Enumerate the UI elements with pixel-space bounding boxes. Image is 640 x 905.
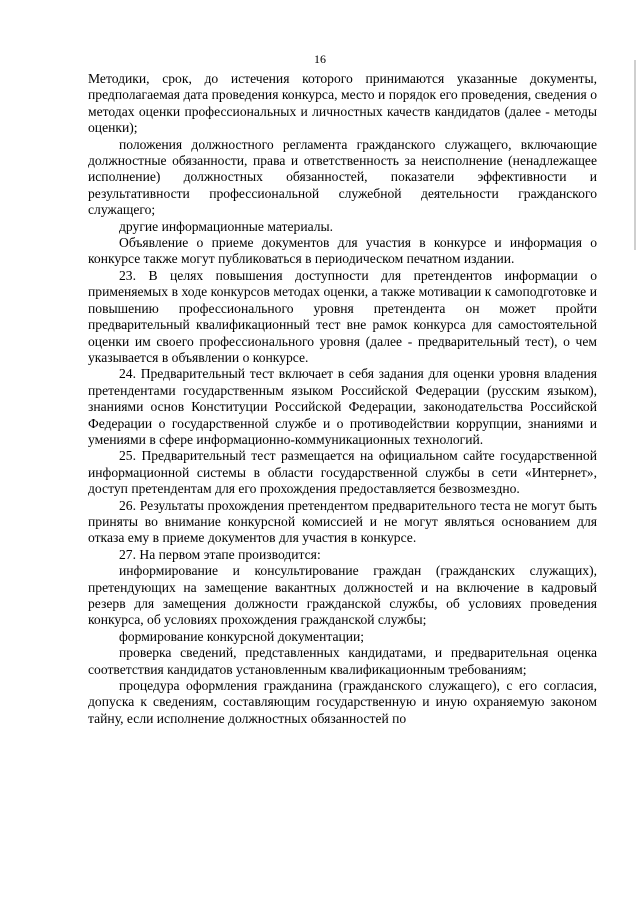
page-number: 16 [314,52,326,66]
paragraph: другие информационные материалы. [119,218,334,234]
paragraph: 27. На первом этапе производится: [119,546,321,562]
paragraph: 23. В целях повышения доступности для претендентов информации о применяемых в ходе конкурсов методах оценки, а также мотивации к самоподготовке и повышению профессионального уровня претендента он может пройти предварительный квалификационный тест вне рамок конкурса для самостоятельной оценки им своего профессионального уровня (далее - предварительный тест), о чем указывается в объявлении о конкурсе. [88,267,597,365]
body-text [88,71,597,727]
paragraph: 25. Предварительный тест размещается на официальном сайте государственной информационной системы в области государственной службы в сети «Интернет», доступ претендентам для его прохождения предоставляется безвозмездно. [88,448,597,497]
paragraph: 26. Результаты прохождения претендентом предварительного теста не могут быть приняты во внимание конкурсной комиссией и не могут являться основанием для отказа ему в приеме документов для участия в конкурсе. [88,497,597,546]
paragraph: проверка сведений, представленных кандидатами, и предварительная оценка соответствия кандидатов установленным квалификационным требованиям; [88,645,597,677]
paragraph: 24. Предварительный тест включает в себя задания для оценки уровня владения претендентами государственным языком Российской Федерации (русским языком), знаниями основ Конституции Российской Федерации, законодательства Российской Федерации о государственной службе и о противодействии коррупции, знаниями и умениями в сфере информационно-коммуникационных технологий. [88,366,597,447]
paragraph: положения должностного регламента гражданского служащего, включающие должностные обязанности, права и ответственность за неисполнение (ненадлежащее исполнение) должностных обязанностей, показатели эффективности и результативности профессиональной служебной деятельности гражданского служащего; [88,136,597,218]
scan-edge-mark [634,60,636,250]
paragraph: информирование и консультирование граждан (гражданских служащих), претендующих на замещение вакантных должностей и на включение в кадровый резерв для замещения должности гражданской службы, об условиях проведения конкурса, об условиях прохождения гражданской службы; [88,563,597,628]
paragraph: Методики, срок, до истечения которого принимаются указанные документы, предполагаемая дата проведения конкурса, место и порядок его проведения, сведения о методах оценки профессиональных и личностных качеств кандидатов (далее - методы оценки); [88,71,597,136]
paragraph: формирование конкурсной документации; [119,628,365,644]
paragraph: процедура оформления гражданина (гражданского служащего), с его согласия, допуска к сведениям, составляющим государственную и иную охраняемую законом тайну, если исполнение должностных обязанностей по [88,678,597,726]
paragraph: Объявление о приеме документов для участия в конкурсе и информация о конкурсе также могут публиковаться в периодическом печатном издании. [88,235,597,267]
